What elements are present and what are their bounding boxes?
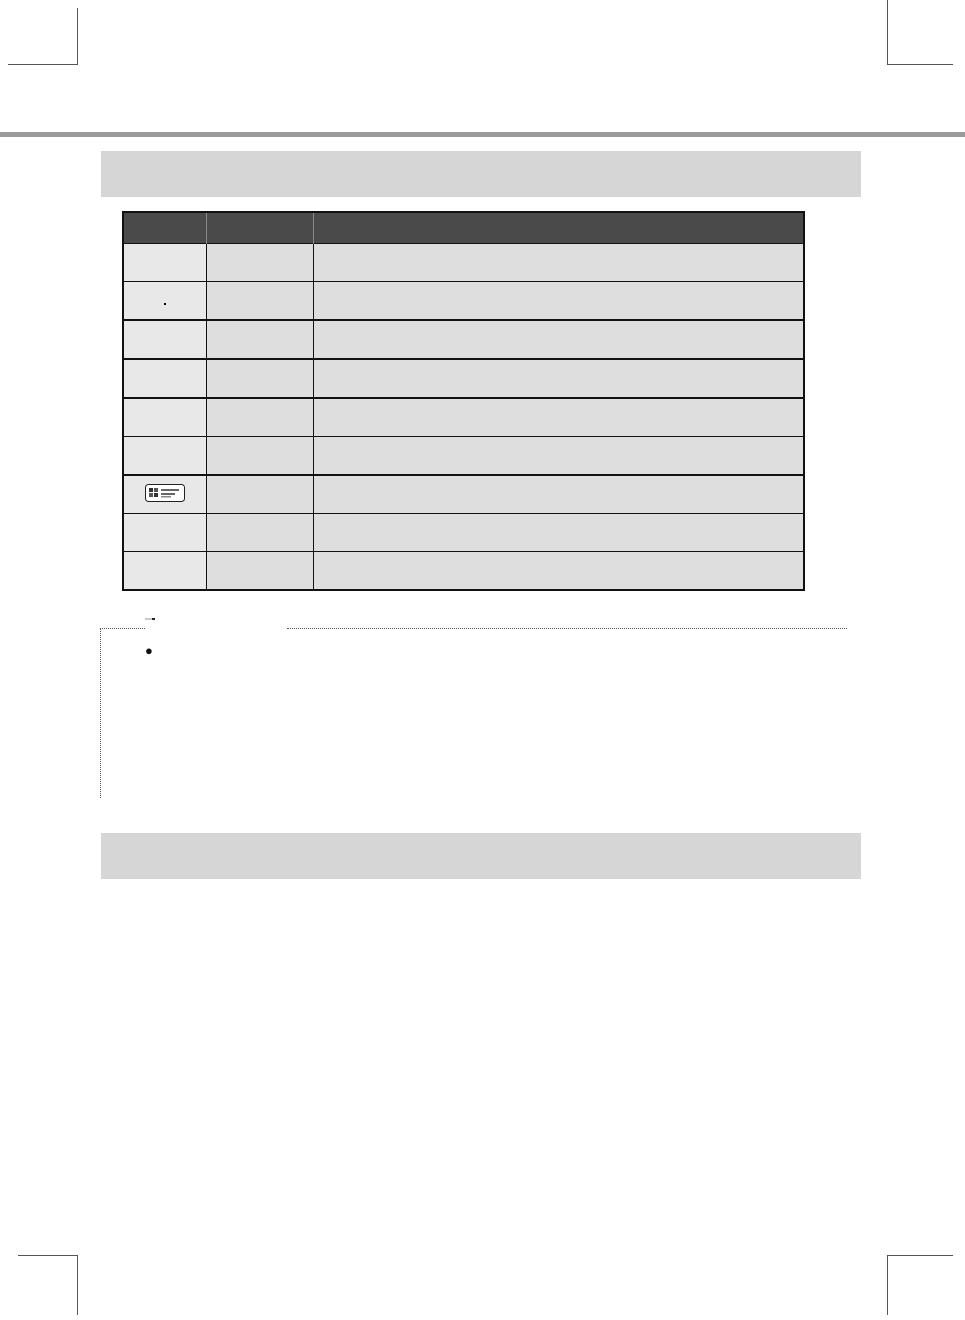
header-rule (0, 132, 965, 137)
svcd-logo (123, 320, 207, 359)
size-cell (207, 282, 314, 321)
disc-types-table (122, 211, 805, 591)
mpeg4-logo (123, 437, 207, 476)
table-row (123, 398, 804, 437)
windows-media-logo (123, 475, 207, 514)
crop-mark (887, 1255, 888, 1315)
table-row (123, 514, 804, 552)
table-row (123, 475, 804, 514)
size-cell (207, 437, 314, 476)
crop-mark (887, 1255, 953, 1256)
size-cell (207, 320, 314, 359)
note-bullet: ● (145, 643, 153, 658)
size-cell (207, 475, 314, 514)
note-border (100, 628, 101, 798)
cdg-logo (123, 359, 207, 398)
content-cell (314, 514, 805, 552)
content-cell (314, 437, 805, 476)
crop-mark (77, 8, 78, 65)
table-row (123, 244, 804, 282)
crop-mark (18, 1255, 78, 1256)
crop-mark (8, 64, 78, 65)
windows-media-icon (145, 484, 185, 502)
content-cell (314, 552, 805, 591)
crop-mark (887, 0, 888, 65)
note-border (287, 628, 847, 629)
size-cell (207, 514, 314, 552)
content-cell (314, 244, 805, 282)
crop-mark (77, 1255, 78, 1315)
size-cell (207, 359, 314, 398)
header-size (207, 212, 314, 244)
section-banner-top (101, 151, 861, 197)
disc-digital-video-logo (123, 282, 207, 321)
size-cell (207, 398, 314, 437)
size-cell (207, 552, 314, 591)
disc-digital-audio-logo (123, 244, 207, 282)
mp3-logo (123, 514, 207, 552)
table-row (123, 437, 804, 476)
note-border (100, 628, 145, 629)
section-banner-bottom (101, 833, 861, 879)
table-row (123, 359, 804, 398)
header-type (123, 212, 207, 244)
content-cell (314, 359, 805, 398)
size-cell (207, 244, 314, 282)
table-header-row (123, 212, 804, 244)
content-cell (314, 475, 805, 514)
content-cell (314, 282, 805, 321)
jpeg-logo (123, 552, 207, 591)
note-title (145, 618, 155, 620)
table-row (123, 320, 804, 359)
content-cell (314, 398, 805, 437)
table-row (123, 282, 804, 321)
dvd-video-logo (123, 398, 207, 437)
content-cell (314, 320, 805, 359)
table-row (123, 552, 804, 591)
header-content (314, 212, 805, 244)
crop-mark (887, 64, 953, 65)
